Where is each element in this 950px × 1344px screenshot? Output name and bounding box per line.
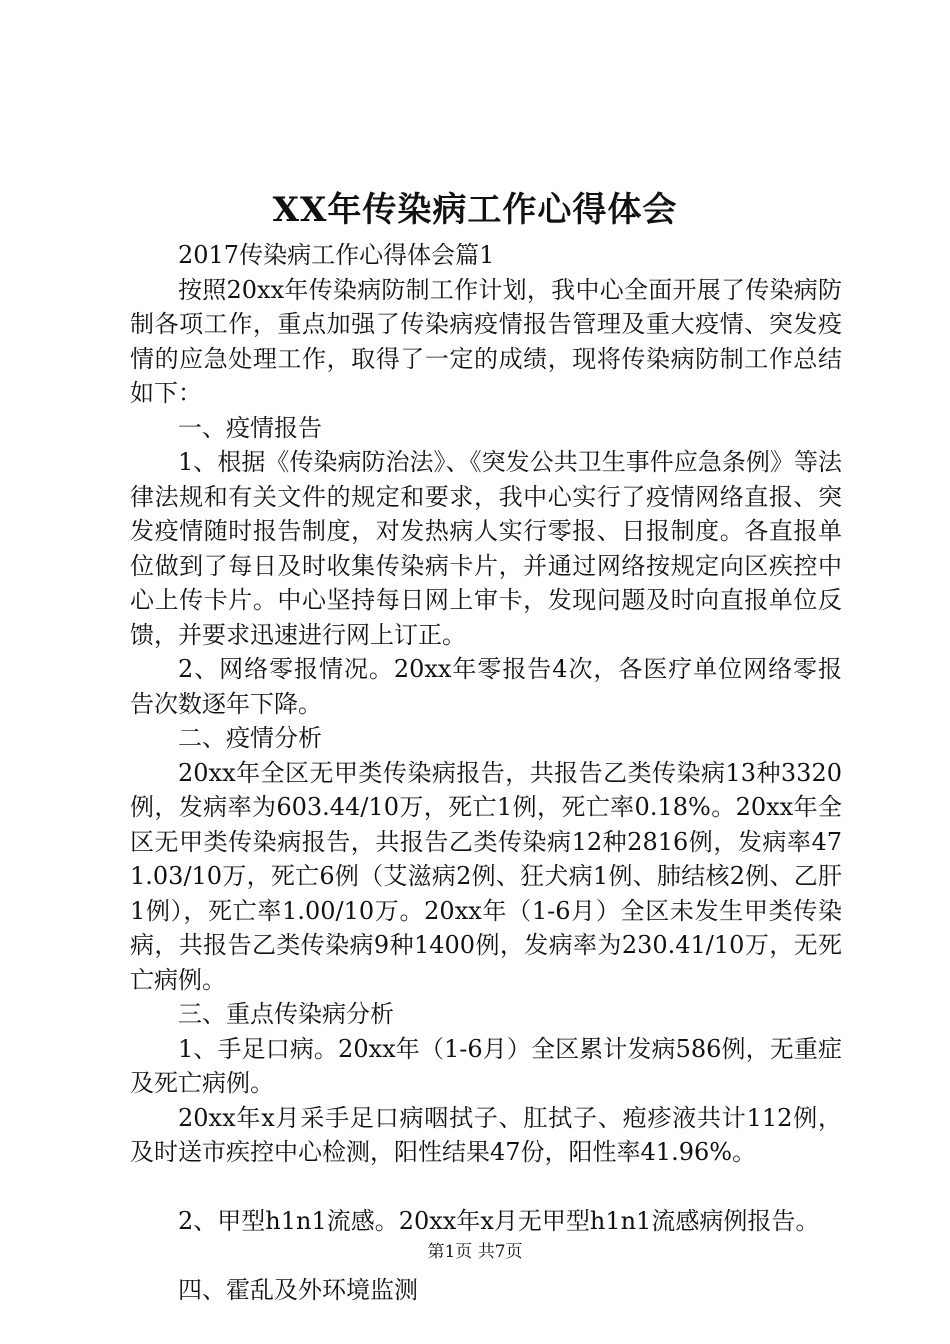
section-heading: 三、重点传染病分析: [178, 1000, 394, 1028]
document-title: XX年传染病工作心得体会: [272, 190, 678, 230]
section-heading: 2017传染病工作心得体会篇1: [178, 241, 495, 269]
paragraph: 2、甲型h1n1流感。20xx年x月无甲型h1n1流感病例报告。: [178, 1207, 820, 1235]
blank-line: [130, 1170, 842, 1205]
section-heading: 四、霍乱及外环境监测: [178, 1276, 418, 1304]
document-body: [130, 238, 842, 1308]
paragraph: 按照20xx年传染病防制工作计划，我中心全面开展了传染病防制各项工作，重点加强了传染病疫情报告管理及重大疫情、突发疫情的应急处理工作，取得了一定的成绩，现将传染病防制工作总结如下：: [130, 275, 842, 407]
section-heading: 二、疫情分析: [178, 724, 322, 752]
page-footer: 第1页 共7页: [427, 1242, 523, 1262]
paragraph: 2、网络零报情况。20xx年零报告4次，各医疗单位网络零报告次数逐年下降。: [130, 655, 842, 718]
paragraph: 1、根据《传染病防治法》、《突发公共卫生事件应急条例》等法律法规和有关文件的规定和要求，我中心实行了疫情网络直报、突发疫情随时报告制度，对发热病人实行零报、日报制度。各直报单位做到了每日及时收集传染病卡片，并通过网络按规定向区疾控中心上传卡片。中心坚持每日网上审卡，发现问题及时向直报单位反馈，并要求迅速进行网上订正。: [130, 448, 842, 649]
paragraph: 1、手足口病。20xx年（1-6月）全区累计发病586例，无重症及死亡病例。: [130, 1034, 842, 1097]
paragraph: 20xx年全区无甲类传染病报告，共报告乙类传染病13种3320例，发病率为603.44/10万，死亡1例，死亡率0.18%。20xx年全区无甲类传染病报告，共报告乙类传染病12种2816例，发病率471.03/10万，死亡6例（艾滋病2例、狂犬病1例、肺结核2例、乙肝1例），死亡率1.00/10万。20xx年（1-6月）全区未发生甲类传染病，共报告乙类传染病9种1400例，发病率为230.41/10万，无死亡病例。: [130, 758, 842, 994]
paragraph: 20xx年x月采手足口病咽拭子、肛拭子、疱疹液共计112例，及时送市疾控中心检测，阳性结果47份，阳性率41.96%。: [130, 1103, 842, 1166]
section-heading: 一、疫情报告: [178, 413, 322, 442]
